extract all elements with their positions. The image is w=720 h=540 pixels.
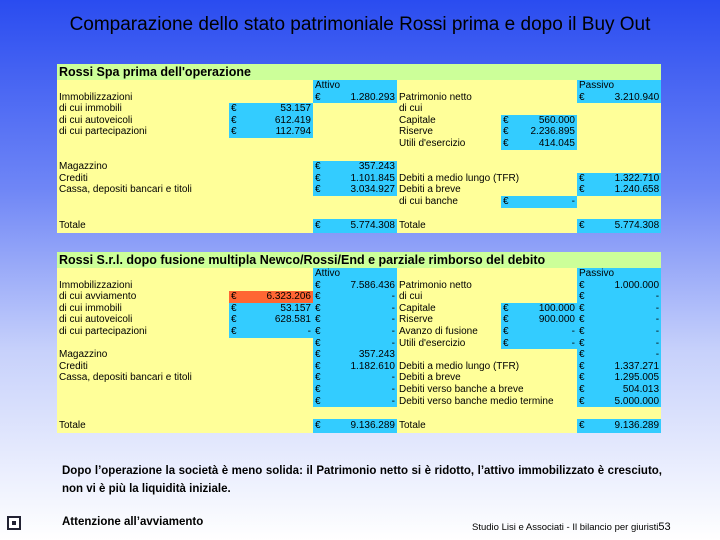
table-row: Crediti € 1.101.845 Debiti a medio lungo (TFR) € 1.322.710 [59, 172, 660, 184]
conclusion-note: Dopo l’operazione la società è meno solida: il Patrimonio netto si è ridotto, l’attivo immobilizzato è cresciuto, non vi è più la liquidità iniziale. [62, 465, 662, 495]
footer-text: Studio Lisi e Associati - Il bilancio per giuristi [472, 522, 659, 533]
table-row [57, 407, 661, 419]
table-row [57, 150, 661, 162]
logo-icon [7, 516, 21, 530]
table-row: € - Utili d'esercizio € - € - [315, 337, 660, 349]
slide-title: Comparazione dello stato patrimoniale Rossi prima e dopo il Buy Out [69, 14, 651, 35]
passivo-header: Passivo [577, 80, 661, 92]
table-row: Magazzino € 357.243 [59, 161, 395, 173]
table-row: di cui immobili € 53.157 € - Capitale € 100.000 € - [59, 302, 660, 314]
table-row: di cui avviamento € 6.323.206 € - di cui € - [59, 291, 660, 303]
table-after [57, 252, 661, 433]
table-row [57, 208, 661, 220]
table-row: Immobilizzazioni € 1.280.293 Patrimonio netto € 3.210.940 [59, 91, 660, 103]
table-row: di cui partecipazioni € - € - Avanzo di fusione € - € - [59, 325, 660, 337]
table-row [57, 80, 661, 92]
table-row: di cui autoveicoli € 628.581 € - Riserve € 900.000 € - [59, 314, 660, 326]
table-row: Magazzino € 357.243 € - [59, 349, 660, 361]
table-row-total: Totale € 9.136.289 Totale € 9.136.289 [59, 419, 660, 431]
footer [472, 521, 671, 533]
table-before-title: Rossi Spa prima dell'operazione [57, 64, 661, 80]
table-row: Crediti € 1.182.610 Debiti a medio lungo (TFR) € 1.337.271 [59, 360, 660, 372]
table-row: di cui autoveicoli € 612.419 Capitale € 560.000 [59, 114, 575, 126]
table-row: € - Debiti verso banche medio termine € 5.000.000 [315, 395, 660, 407]
table-row: Immobilizzazioni € 7.586.436 Patrimonio netto € 1.000.000 [59, 279, 660, 291]
table-row: € - Debiti verso banche a breve € 504.013 [315, 383, 660, 395]
table-row: di cui banche € - [399, 195, 575, 207]
table-row: Utili d'esercizio € 414.045 [399, 137, 575, 149]
table-row: di cui immobili € 53.157 di cui [59, 103, 423, 115]
table-row: Cassa, depositi bancari e titoli € 3.034.927 Debiti a breve € 1.240.658 [59, 184, 660, 196]
page-number: 53 [658, 521, 671, 533]
table-after-title: Rossi S.r.l. dopo fusione multipla Newco/Rossi/End e parziale rimborso del debito [57, 252, 661, 268]
table-row-total: Totale € 5.774.308 Totale € 5.774.308 [59, 220, 660, 232]
attivo-header: Attivo [313, 80, 397, 92]
table-row: Cassa, depositi bancari e titoli € - Debiti a breve € 1.295.005 [59, 372, 660, 384]
table-row: Attivo Passivo [57, 268, 661, 280]
warning-note: Attenzione all’avviamento [62, 516, 204, 528]
table-before [57, 64, 661, 233]
table-row: di cui partecipazioni € 112.794 Riserve € 2.236.895 [59, 126, 575, 138]
